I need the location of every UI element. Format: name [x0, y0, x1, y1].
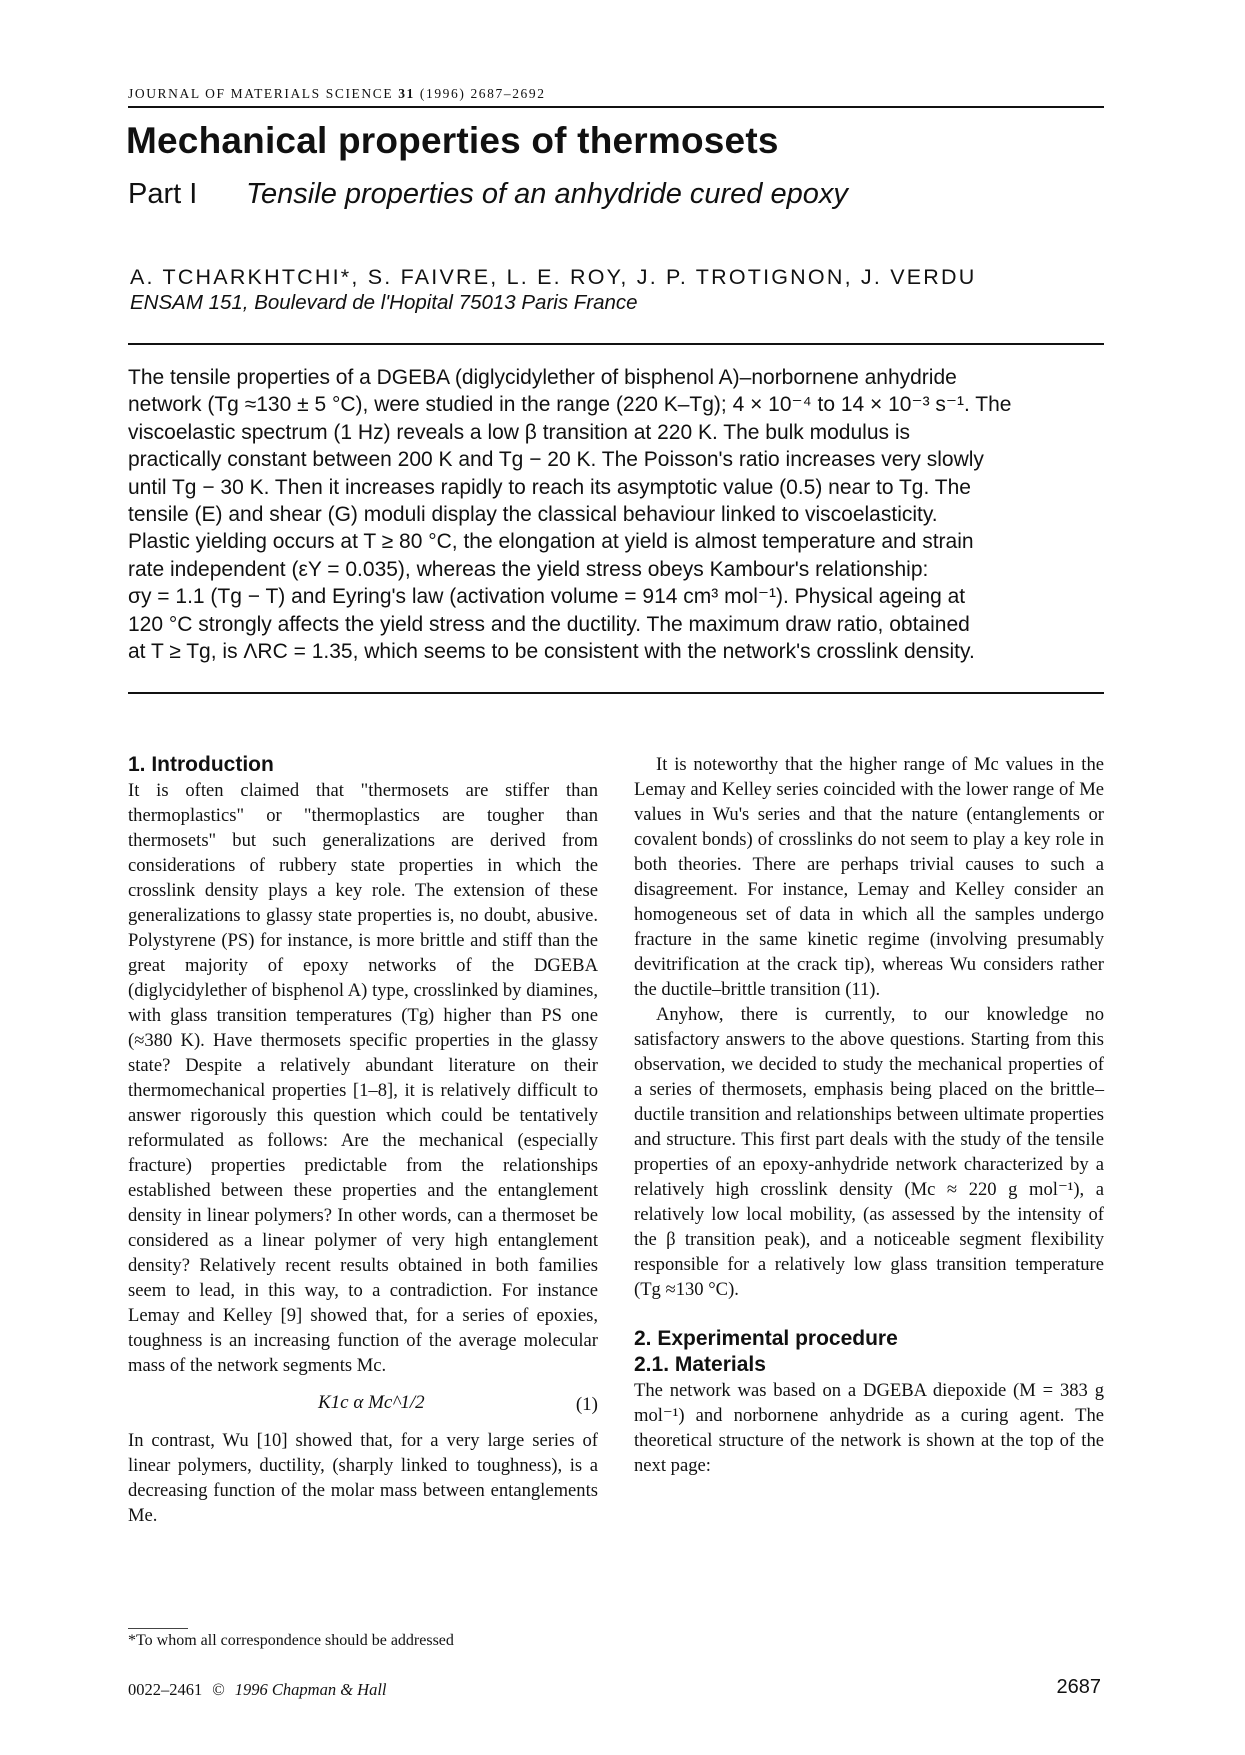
abstract-line: rate independent (εY = 0.035), whereas the yield stress obeys Kambour's relationship: [128, 557, 929, 581]
abstract-line: σy = 1.1 (Tg − T) and Eyring's law (activation volume = 914 cm³ mol⁻¹). Physical ageing at [128, 585, 966, 609]
journal-volume: 31 [398, 86, 415, 101]
equation-number: (1) [575, 1394, 598, 1415]
journal-name: JOURNAL OF MATERIALS SCIENCE [128, 86, 394, 101]
abstract-line: The tensile properties of a DGEBA (diglycidylether of bisphenol A)–norbornene anhydride [128, 366, 957, 389]
abstract-bottom-rule [128, 692, 1104, 694]
abstract [128, 364, 1104, 665]
abstract-top-rule [128, 343, 1104, 345]
intro-paragraph: In contrast, Wu [10] showed that, for a very large series of linear polymers, ductility, (sharply linked to toughness), is a decreasing function of the molar mass between entanglements Me. [128, 1430, 598, 1526]
section-heading-introduction: 1. Introduction [128, 753, 274, 776]
abstract-line: until Tg − 30 K. Then it increases rapidly to reach its asymptotic value (0.5) near to Tg. The [128, 475, 971, 499]
paper-subtitle [128, 178, 848, 211]
author-list: A. TCHARKHTCHI*, S. FAIVRE, L. E. ROY, J. P. TROTIGNON, J. VERDU [130, 265, 977, 289]
intro-paragraph: Anyhow, there is currently, to our knowledge no satisfactory answers to the above questions. Starting from this observation, we decided to study the mechanical properties of a series of thermosets, emphasis being placed on the brittle–ductile transition and relationships between ultimate properties and structure. This first part deals with the study of the tensile properties of an epoxy-anhydride network characterized by a relatively high crosslink density (Mc ≈ 220 g mol⁻¹), a relatively low local mobility, (as assessed by the intensity of the β transition peak), and a noticeable segment flexibility responsible for a relatively low glass transition temperature (Tg ≈130 °C). [634, 1004, 1104, 1300]
section-heading-experimental: 2. Experimental procedure [634, 1327, 898, 1350]
running-head [128, 86, 546, 102]
part-label: Part I [128, 178, 198, 210]
publisher: 1996 Chapman & Hall [234, 1680, 387, 1699]
subtitle-text: Tensile properties of an anhydride cured epoxy [246, 178, 848, 210]
footnote-rule [128, 1628, 188, 1629]
copyright-symbol: © [212, 1680, 225, 1699]
right-column [634, 752, 1104, 1478]
abstract-line: practically constant between 200 K and Tg − 20 K. The Poisson's ratio increases very slowly [128, 448, 984, 472]
subsection-heading-materials: 2.1. Materials [634, 1353, 766, 1376]
abstract-line: 120 °C strongly affects the yield stress and the ductility. The maximum draw ratio, obtained [128, 612, 970, 636]
journal-year-pages: (1996) 2687–2692 [419, 86, 546, 101]
issn: 0022–2461 [128, 1680, 203, 1699]
page-number: 2687 [1056, 1676, 1101, 1698]
footnote: *To whom all correspondence should be addressed [128, 1632, 454, 1649]
equation-1 [128, 1384, 598, 1424]
materials-paragraph: The network was based on a DGEBA diepoxide (M = 383 g mol⁻¹) and norbornene anhydride as a curing agent. The theoretical structure of the network is shown at the top of the next page: [634, 1380, 1104, 1476]
header-rule [128, 106, 1104, 108]
equation-formula: K1c α Mc^1/2 [318, 1392, 425, 1413]
abstract-line: network (Tg ≈130 ± 5 °C), were studied in the range (220 K–Tg); 4 × 10⁻⁴ to 14 × 10⁻³ s⁻¹. The [128, 393, 1012, 417]
abstract-line: at T ≥ Tg, is ΛRC = 1.35, which seems to be consistent with the network's crosslink density. [128, 640, 975, 664]
abstract-line: Plastic yielding occurs at T ≥ 80 °C, the elongation at yield is almost temperature and strain [128, 530, 974, 554]
intro-paragraph: It is often claimed that "thermosets are stiffer than thermoplastics" or "thermoplastics are tougher than thermosets" but such generalizations are derived from considerations of rubbery state properties in which the crosslink density plays a key role. The extension of these generalizations to glassy state properties is, no doubt, abusive. Polystyrene (PS) for instance, is more brittle and stiff than the great majority of epoxy networks of the DGEBA (diglycidylether of bisphenol A) type, crosslinked by diamines, with glass transition temperatures (Tg) higher than PS one (≈380 K). Have thermosets specific properties in the glassy state? Despite a relatively abundant literature on their thermomechanical properties [1–8], it is relatively difficult to answer rigorously this question which could be tentatively reformulated as follows: Are the mechanical (especially fracture) properties predictable from the relationships established between these properties and the entanglement density in linear polymers? In other words, can a thermoset be considered as a linear polymer of very high entanglement density? Relatively recent results obtained in both families seem to lead, in this way, to a contradiction. For instance Lemay and Kelley [9] showed that, for a series of epoxies, toughness is an increasing function of the average molecular mass of the network segments Mc. [128, 780, 598, 1376]
abstract-line: tensile (E) and shear (G) moduli display the classical behaviour linked to viscoelasticity. [128, 503, 938, 527]
footer-citation [128, 1680, 387, 1700]
section-gap [634, 1302, 1104, 1326]
abstract-line: viscoelastic spectrum (1 Hz) reveals a low β transition at 220 K. The bulk modulus is [128, 420, 911, 444]
intro-paragraph: It is noteworthy that the higher range of Mc values in the Lemay and Kelley series coincided with the lower range of Me values in Wu's series and that the nature (entanglements or covalent bonds) of crosslinks do not seem to play a key role in both theories. There are perhaps trivial causes to such a disagreement. For instance, Lemay and Kelley consider an homogeneous set of data in which all the samples undergo fracture in the same kinetic regime (involving presumably devitrification at the crack tip), whereas Wu considers rather the ductile–brittle transition (11). [634, 754, 1104, 1000]
paper-title: Mechanical properties of thermosets [126, 120, 779, 161]
affiliation: ENSAM 151, Boulevard de l'Hopital 75013 Paris France [130, 291, 638, 314]
left-column [128, 752, 598, 1528]
